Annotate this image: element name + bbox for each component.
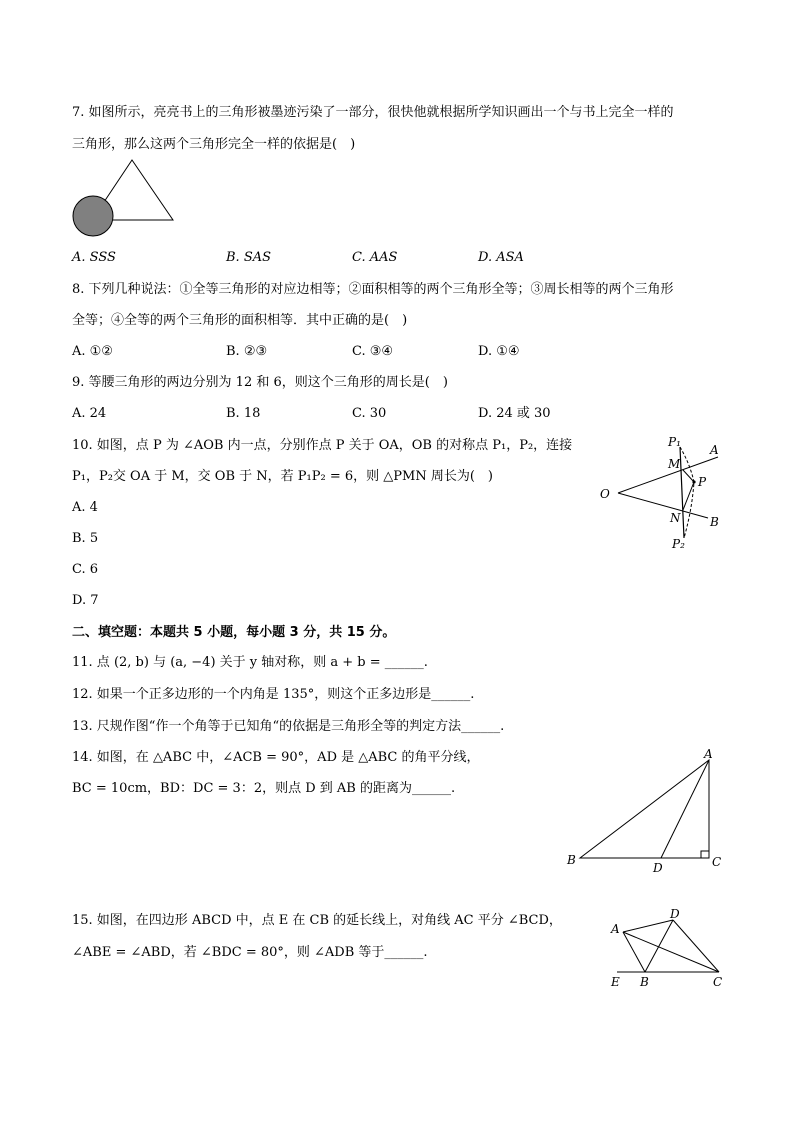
q7-text-line2: 三角形，那么这两个三角形完全一样的依据是( ) — [72, 137, 356, 152]
q7-option-a[interactable]: A. SSS — [72, 250, 116, 265]
q10-text-line2: P₁，P₂交 OA 于 M，交 OB 于 N，若 P₁P₂ = 6，则 △PMN 周长为( ) — [72, 469, 493, 484]
q14-figure — [564, 748, 734, 878]
q8-option-a[interactable]: A. ①② — [72, 344, 113, 359]
q8-option-d[interactable]: D. ①④ — [478, 344, 520, 359]
q10-option-a[interactable]: A. 4 — [72, 500, 98, 515]
q9-option-c[interactable]: C. 30 — [352, 406, 387, 421]
q8-option-b[interactable]: B. ②③ — [226, 344, 268, 359]
q15-figure — [605, 906, 730, 992]
q7-option-b[interactable]: B. SAS — [226, 250, 272, 265]
q10-figure — [596, 430, 726, 555]
q15-text-line1: 15. 如图，在四边形 ABCD 中，点 E 在 CB 的延长线上，对角线 AC 平分 ∠BCD， — [72, 913, 562, 928]
label-a: A — [710, 443, 719, 457]
label-p1: P₁ — [668, 435, 681, 449]
label-m: M — [668, 457, 681, 471]
label-d: D — [653, 861, 663, 875]
q8-option-c[interactable]: C. ③④ — [352, 344, 394, 359]
q11-text: 11. 点 (2, b) 与 (a, −4) 关于 y 轴对称，则 a + b = ______. — [72, 655, 428, 670]
label-p2: P₂ — [672, 537, 685, 551]
label-n: N — [670, 511, 681, 525]
section-2-heading: 二、填空题：本题共 5 小题，每小题 3 分，共 15 分。 — [72, 625, 396, 640]
q9-option-b[interactable]: B. 18 — [226, 406, 261, 421]
q7-option-c[interactable]: C. AAS — [352, 250, 398, 265]
label-p: P — [698, 475, 707, 489]
q8-text-line2: 全等；④全等的两个三角形的面积相等．其中正确的是( ) — [72, 313, 408, 328]
q10-option-c[interactable]: C. 6 — [72, 562, 99, 577]
q14-text-line2: BC = 10cm，BD：DC = 3：2，则点 D 到 AB 的距离为______. — [72, 781, 456, 796]
label-e: E — [611, 975, 620, 989]
label-c: C — [713, 975, 723, 989]
q8-text-line1: 8. 下列几种说法：①全等三角形的对应边相等；②面积相等的两个三角形全等；③周长相等的两个三角形 — [72, 282, 674, 297]
q15-text-line2: ∠ABE = ∠ABD，若 ∠BDC = 80°，则 ∠ADB 等于______. — [72, 945, 428, 960]
q9-text-line1: 9. 等腰三角形的两边分别为 12 和 6，则这个三角形的周长是( ) — [72, 375, 448, 390]
q13-text: 13. 尺规作图“作一个角等于已知角“的依据是三角形全等的判定方法______. — [72, 719, 505, 734]
label-b: B — [640, 975, 649, 989]
q9-option-a[interactable]: A. 24 — [72, 406, 107, 421]
q9-option-d[interactable]: D. 24 或 30 — [478, 406, 551, 421]
q14-text-line1: 14. 如图，在 △ABC 中，∠ACB = 90°，AD 是 △ABC 的角平分线， — [72, 750, 480, 765]
label-c: C — [712, 855, 722, 869]
q10-text-line1: 10. 如图，点 P 为 ∠AOB 内一点，分别作点 P 关于 OA，OB 的对称点 P₁，P₂，连接 — [72, 438, 573, 453]
q7-option-d[interactable]: D. ASA — [478, 250, 524, 265]
label-o: O — [600, 487, 610, 501]
q7-figure — [70, 158, 180, 238]
q10-option-b[interactable]: B. 5 — [72, 531, 99, 546]
q10-option-d[interactable]: D. 7 — [72, 593, 99, 608]
label-b: B — [710, 515, 719, 529]
q12-text: 12. 如果一个正多边形的一个内角是 135°，则这个正多边形是______. — [72, 687, 475, 702]
ink-blot — [73, 196, 113, 236]
label-b: B — [567, 853, 576, 867]
label-a: A — [704, 747, 713, 761]
label-d: D — [670, 907, 680, 921]
q7-text-line1: 7. 如图所示，亮亮书上的三角形被墨迹污染了一部分，很快他就根据所学知识画出一个与书上完全一样的 — [72, 105, 674, 120]
label-a: A — [611, 922, 620, 936]
